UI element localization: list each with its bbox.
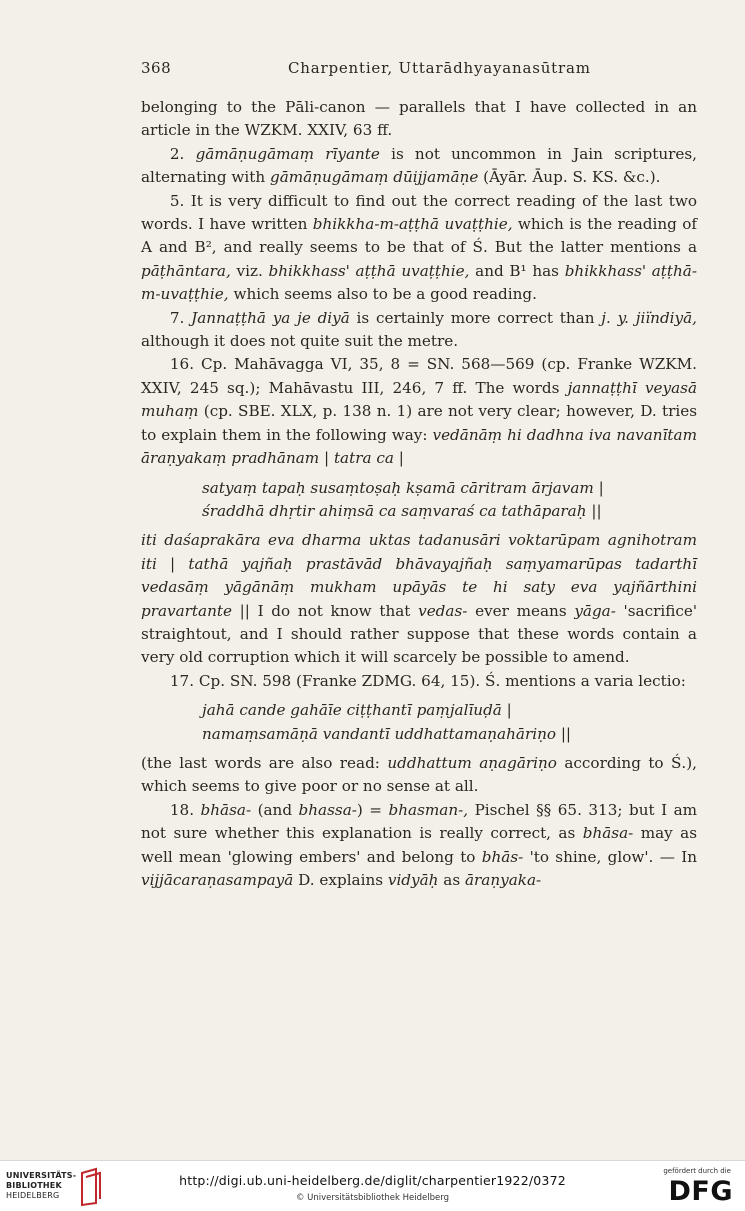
note-18-text-3: Pischel §§ 65. 313; but I am not sure whether this explanation is really correct, as <box>141 800 698 843</box>
note-16 <box>141 353 697 470</box>
note-5-reading-2: bhikkhass' aṭṭhā uvaṭṭhie, <box>268 261 470 280</box>
copyright-notice: © Universitätsbibliothek Heidelberg <box>295 1193 449 1203</box>
note-7 <box>141 307 697 354</box>
note-18-term-2: bhassa- <box>298 800 357 819</box>
digitization-footer <box>0 1160 745 1211</box>
permalink-url[interactable]: http://digi.ub.uni-heidelberg.de/diglit/charpentier1922/0372 <box>179 1173 566 1188</box>
note-16-text-3: I do not know that <box>249 601 419 620</box>
running-title: Charpentier, Uttarādhyayanasūtram <box>288 59 591 77</box>
note-16-text: 16. Cp. Mahāvagga VI, 35, 8 = SN. 568—569 (cp. Franke WZKM. XXIV, 245 sq.); Mahāvastu III, 246, 7 ff. The words <box>141 355 697 397</box>
note-5-text-4: and B¹ has <box>469 261 565 280</box>
note-16-text-2: (cp. SBE. XLX, p. 138 n. 1) are not very clear; however, D. tries to explain them in the following way: <box>141 402 697 444</box>
note-16-quote-2: iti daśaprakāra eva dharma uktas tadanusāri voktarūpam agnihotram iti | tathā yajñaḥ prastāvād bhāvayajñaḥ saṃyamarūpas tadarthī vedasāṃ yāgānāṃ mukham upāyās te hi saty eva yajñārthini pravartante || <box>141 531 697 620</box>
verse-line: śraddhā dhṛtir ahiṃsā ca saṃvaraś ca tathāparaḥ || <box>202 501 602 520</box>
note-17-text: (the last words are also read: <box>141 753 388 772</box>
note-5-reading-3: bhikkhass' aṭṭhā-m-uvaṭṭhie, <box>141 261 697 304</box>
note-2-number: 2. <box>169 144 196 163</box>
note-18-term-4: bhāsa- <box>582 824 634 843</box>
note-7-text-2: although it does not quite suit the metre. <box>141 332 459 351</box>
note-2-term-alt: gāmāṇugāmaṃ dūijjamāṇe <box>269 168 479 187</box>
note-2-term: gāmāṇugāmaṃ rīyante <box>195 144 380 163</box>
funder-note: gefördert durch die <box>663 1167 731 1175</box>
note-18-text-4: may as well mean 'glowing embers' and belong to <box>141 824 697 866</box>
note-7-number: 7. <box>169 308 192 327</box>
note-7-text: is certainly more correct than <box>349 308 602 327</box>
verse-prakrit <box>141 699 697 746</box>
library-line-2: BIBLIOTHEK <box>6 1181 62 1190</box>
body-text <box>141 96 697 892</box>
note-17-continuation <box>141 752 697 799</box>
note-16-term-2: vedas- <box>418 601 468 620</box>
verse-line: satyaṃ tapaḥ susaṃtoṣaḥ kṣamā cāritram ārjavam | <box>202 478 604 497</box>
library-line-1: UNIVERSITÄTS- <box>6 1171 77 1180</box>
note-16-quote: vedānāṃ hi dadhna iva navanītam āraṇyakaṃ pradhānam | tatra ca | <box>141 425 697 468</box>
note-18-text-2: ) = <box>356 800 389 819</box>
note-18-text-7: as <box>438 871 465 889</box>
note-5-text-2: which is the reading of A and B², and really seems to be that of Ś. But the latter mentions a <box>141 215 697 257</box>
note-5-text-3: viz. <box>230 261 269 280</box>
note-7-term: Jannaṭṭhā ya je diyā <box>191 308 350 327</box>
note-5 <box>141 190 697 307</box>
note-18-term-8: āraṇyaka- <box>464 871 542 889</box>
note-16-text-4: ever means <box>467 601 575 620</box>
paragraph-continuation: belonging to the Pāli-canon — parallels that I have collected in an article in the WZKM. XXIV, 63 ff. <box>141 98 697 140</box>
note-18-term-5: bhās- <box>481 847 524 866</box>
note-16-term-3: yāga- <box>574 601 616 620</box>
note-5-text-5: which seems also to be a good reading. <box>228 285 537 304</box>
note-18-term-6: vijjācaraṇasampayā <box>141 871 294 889</box>
note-18-term: bhāsa- <box>200 800 252 819</box>
verse-sanskrit <box>141 477 697 524</box>
note-18-term-3: bhasman-, <box>388 800 469 819</box>
running-head <box>141 59 697 83</box>
page-number: 368 <box>141 59 172 77</box>
note-17: 17. Cp. SN. 598 (Franke ZDMG. 64, 15). Ś. mentions a varia lectio: <box>169 671 686 690</box>
verse-line: namaṃsamāṇā vandantī uddhattamaṇahāriṇo || <box>202 724 572 743</box>
note-18-term-7: vidyāḥ <box>387 871 439 889</box>
note-18-number: 18. <box>169 800 201 819</box>
note-5-term: pāṭhāntara, <box>141 261 231 280</box>
note-17-text-2: according to Ś.), which seems to give poor or no sense at all. <box>141 753 697 796</box>
note-2-text: is not uncommon in Jain scriptures, alternating with <box>141 144 697 187</box>
note-5-text: 5. It is very difficult to find out the correct reading of the last two words. I have written <box>141 191 697 234</box>
note-18-text: (and <box>251 800 299 819</box>
note-16-continuation <box>141 529 697 669</box>
note-16-term: jannaṭṭhī veyasā muhaṃ <box>141 378 698 421</box>
note-18-text-6: D. explains <box>293 871 388 889</box>
note-18 <box>141 799 697 893</box>
note-5-reading: bhikkha-m-aṭṭhā uvaṭṭhie, <box>312 215 513 234</box>
verse-line: jahā cande gahāīe ciṭṭhantī paṃjalīuḍā | <box>202 701 512 720</box>
note-17-term: uddhattum aṇagāriṇo <box>387 753 557 772</box>
note-7-term-2: j. y. jiïndiyā, <box>601 308 697 327</box>
note-16-text-5: 'sacrifice' straightout, and I should rather suppose that these words contain a very old corruption which it will scarcely be possible to amend. <box>141 601 697 667</box>
library-line-3: HEIDELBERG <box>6 1191 60 1200</box>
note-2-ref: (Āyār. Āup. S. KS. &c.). <box>478 168 661 187</box>
note-18-text-5: 'to shine, glow'. — In <box>523 847 697 866</box>
dfg-logo: DFG <box>668 1176 733 1207</box>
note-2 <box>141 143 697 190</box>
